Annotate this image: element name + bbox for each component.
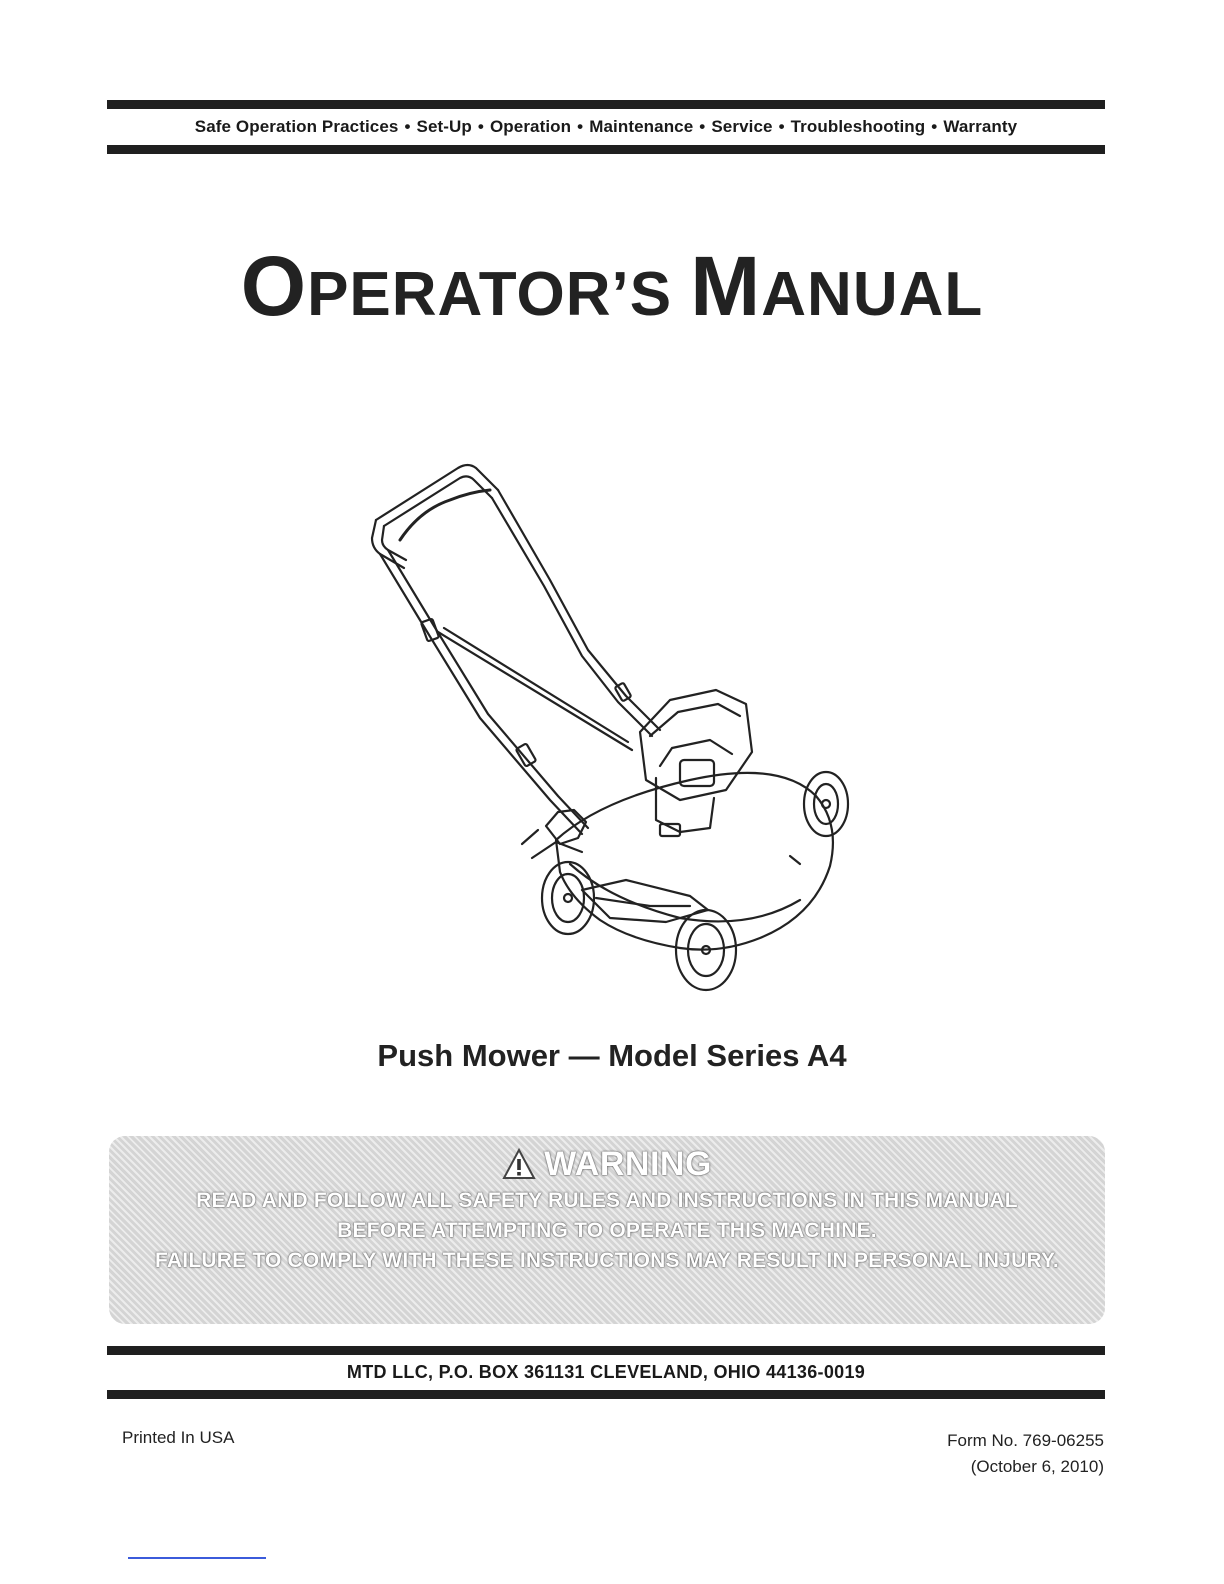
warning-line: READ AND FOLLOW ALL SAFETY RULES AND INSTRUCTIONS IN THIS MANUAL bbox=[196, 1189, 1018, 1212]
section-separator: • bbox=[778, 117, 785, 136]
section-item: Set-Up bbox=[416, 117, 472, 136]
section-separator: • bbox=[477, 117, 484, 136]
section-item: Warranty bbox=[943, 117, 1018, 136]
section-item: Operation bbox=[489, 117, 572, 136]
form-date: (October 6, 2010) bbox=[970, 1457, 1104, 1476]
section-item: Maintenance bbox=[589, 117, 694, 136]
push-mower-illustration bbox=[360, 460, 870, 1005]
top-rule-upper bbox=[107, 100, 1105, 109]
page-title: OPERATOR’S MANUAL bbox=[240, 239, 984, 333]
warning-line: BEFORE ATTEMPTING TO OPERATE THIS MACHINE. bbox=[337, 1219, 877, 1242]
address-rule-upper bbox=[107, 1346, 1105, 1355]
company-address: MTD LLC, P.O. BOX 361131 CLEVELAND, OHIO 44136-0019 bbox=[346, 1362, 866, 1382]
form-number-block bbox=[947, 1428, 1104, 1480]
warning-heading bbox=[109, 1142, 1105, 1186]
section-separator: • bbox=[404, 117, 411, 136]
section-separator: • bbox=[577, 117, 584, 136]
section-item: Safe Operation Practices bbox=[194, 117, 399, 136]
warning-line: FAILURE TO COMPLY WITH THESE INSTRUCTIONS MAY RESULT IN PERSONAL INJURY. bbox=[155, 1249, 1059, 1272]
warning-box bbox=[109, 1136, 1105, 1324]
section-item: Troubleshooting bbox=[790, 117, 926, 136]
section-item: Service bbox=[711, 117, 773, 136]
form-number: Form No. 769-06255 bbox=[947, 1431, 1104, 1450]
model-subtitle: Push Mower — Model Series A4 bbox=[377, 1038, 847, 1073]
warning-triangle-icon bbox=[502, 1148, 536, 1180]
section-separator: • bbox=[931, 117, 938, 136]
top-rule-lower bbox=[107, 145, 1105, 154]
printed-in-label: Printed In USA bbox=[122, 1428, 235, 1447]
warning-heading-text: WARNING bbox=[544, 1144, 712, 1183]
link-underline-mark bbox=[128, 1557, 266, 1559]
sections-bar bbox=[107, 110, 1105, 144]
section-separator: • bbox=[699, 117, 706, 136]
address-rule-lower bbox=[107, 1390, 1105, 1399]
